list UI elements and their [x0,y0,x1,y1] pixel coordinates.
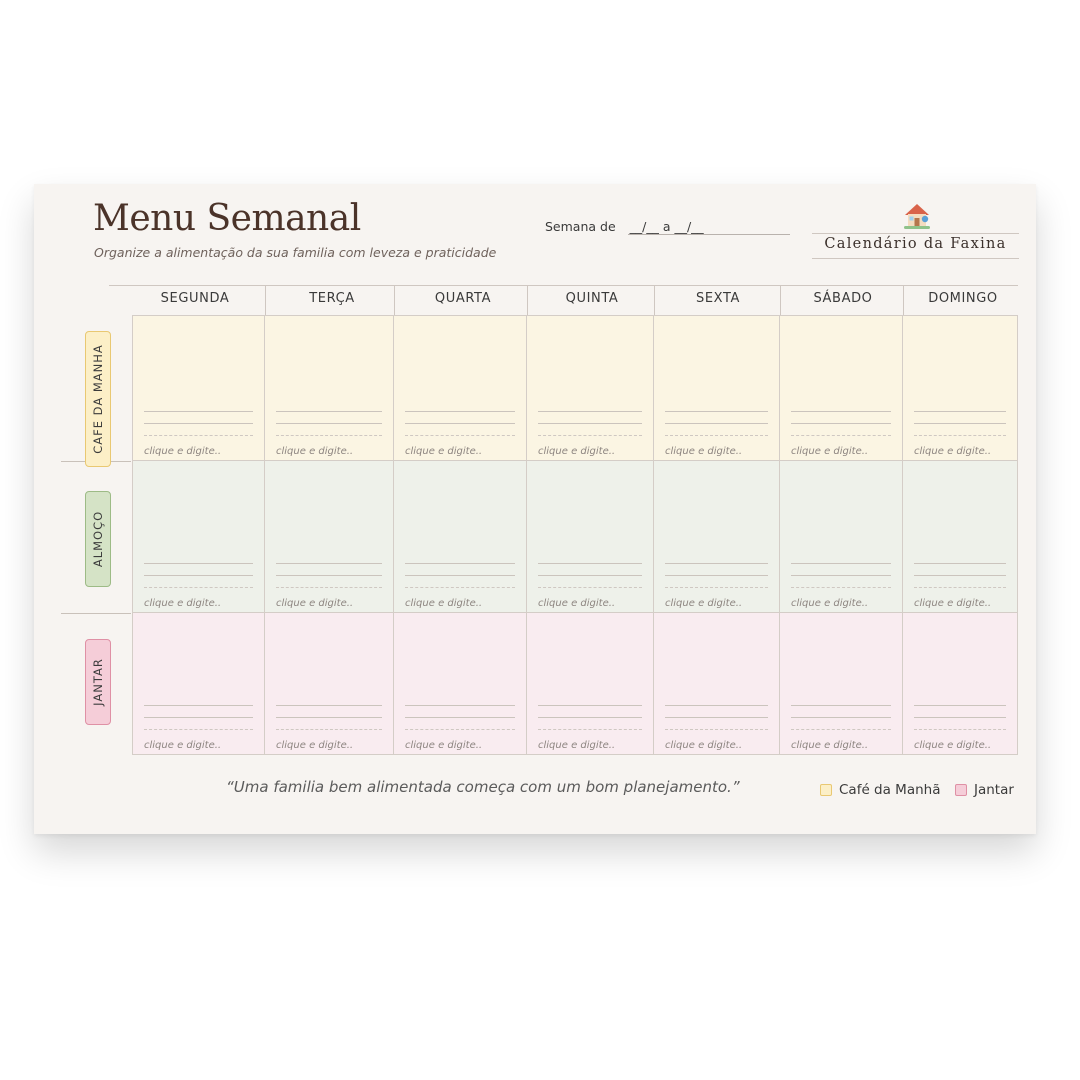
meal-cell-almoco-quarta[interactable] [394,461,527,613]
brand-name: Calendário da Faxina [824,236,1007,252]
meal-cell-cafe-da-manha-sexta[interactable] [654,315,780,461]
writing-line [791,587,891,588]
cell-placeholder: clique e digite.. [538,740,616,751]
cell-placeholder: clique e digite.. [276,446,354,457]
cell-placeholder: clique e digite.. [405,740,483,751]
meal-cell-cafe-da-manha-terca[interactable] [265,315,394,461]
writing-line [665,435,768,436]
writing-line [538,717,642,718]
cell-placeholder: clique e digite.. [405,446,483,457]
writing-line [914,435,1006,436]
meal-cell-almoco-quinta[interactable] [527,461,654,613]
day-header-divider [903,285,904,315]
writing-line [405,563,515,564]
menu-sheet [34,184,1036,834]
day-header-quarta: QUARTA [434,291,492,306]
writing-line [144,575,253,576]
cell-placeholder: clique e digite.. [144,446,222,457]
cell-placeholder: clique e digite.. [538,598,616,609]
meal-cell-cafe-da-manha-quarta[interactable] [394,315,527,461]
meal-cell-jantar-quarta[interactable] [394,613,527,755]
writing-line [791,729,891,730]
writing-line [914,587,1006,588]
writing-line [538,705,642,706]
day-header-divider [394,285,395,315]
writing-line [144,705,253,706]
day-header-quinta: QUINTA [565,291,619,306]
writing-line [276,717,382,718]
page-title: Menu Semanal [93,198,361,239]
cell-placeholder: clique e digite.. [914,740,992,751]
meal-cell-jantar-domingo[interactable] [903,613,1018,755]
day-header-domingo: DOMINGO [928,291,998,306]
writing-line [538,411,642,412]
cell-placeholder: clique e digite.. [914,446,992,457]
writing-line [791,423,891,424]
writing-line [914,411,1006,412]
cell-placeholder: clique e digite.. [791,598,869,609]
writing-line [276,705,382,706]
writing-line [405,435,515,436]
writing-line [665,575,768,576]
writing-line [665,717,768,718]
writing-line [538,423,642,424]
writing-line [276,563,382,564]
meal-cell-jantar-terca[interactable] [265,613,394,755]
house-icon [902,202,932,230]
writing-line [791,435,891,436]
meal-tab-label: ALMOÇO [91,510,105,568]
writing-line [914,729,1006,730]
meal-tab-cafe-da-manha [85,331,111,467]
writing-line [914,717,1006,718]
cell-placeholder: clique e digite.. [665,740,743,751]
cell-placeholder: clique e digite.. [405,598,483,609]
writing-line [791,705,891,706]
day-header-segunda: SEGUNDA [160,291,230,306]
week-label: Semana de [545,219,616,234]
writing-line [665,705,768,706]
writing-line [538,729,642,730]
writing-line [791,563,891,564]
writing-line [405,729,515,730]
day-header-divider [265,285,266,315]
meal-tab-almoco [85,491,111,587]
cell-placeholder: clique e digite.. [914,598,992,609]
cell-placeholder: clique e digite.. [144,598,222,609]
writing-line [538,575,642,576]
meal-cell-cafe-da-manha-domingo[interactable] [903,315,1018,461]
legend-swatch-jantar [955,784,967,796]
meal-cell-jantar-segunda[interactable] [132,613,265,755]
grid-top-rule [109,285,1018,286]
writing-line [144,435,253,436]
day-header-divider [780,285,781,315]
cell-placeholder: clique e digite.. [538,446,616,457]
legend-item-cafe [820,782,941,798]
cell-placeholder: clique e digite.. [144,740,222,751]
writing-line [665,423,768,424]
writing-line [405,705,515,706]
writing-line [914,563,1006,564]
writing-line [791,575,891,576]
writing-line [405,411,515,412]
writing-line [276,435,382,436]
writing-line [665,729,768,730]
writing-line [538,587,642,588]
legend-label-cafe: Café da Manhã [839,782,941,798]
writing-line [538,563,642,564]
week-range [545,219,790,235]
meal-cell-jantar-sexta[interactable] [654,613,780,755]
writing-line [791,411,891,412]
writing-line [791,717,891,718]
meal-cell-almoco-domingo[interactable] [903,461,1018,613]
cell-placeholder: clique e digite.. [276,598,354,609]
writing-line [405,717,515,718]
meal-cell-cafe-da-manha-sabado[interactable] [780,315,903,461]
writing-line [144,423,253,424]
meal-cell-almoco-segunda[interactable] [132,461,265,613]
meal-tab-label: JANTAR [91,658,105,706]
day-header-divider [527,285,528,315]
writing-line [276,575,382,576]
writing-line [144,587,253,588]
writing-line [914,423,1006,424]
writing-line [276,423,382,424]
footer-quote: “Uma familia bem alimentada começa com um bom planejamento.” [226,778,740,796]
cell-placeholder: clique e digite.. [791,446,869,457]
writing-line [914,575,1006,576]
page-subtitle: Organize a alimentação da sua familia com leveza e praticidade [94,245,497,260]
writing-line [276,729,382,730]
row-divider [61,613,131,614]
meal-cell-almoco-sexta[interactable] [654,461,780,613]
meal-cell-almoco-terca[interactable] [265,461,394,613]
meal-cell-jantar-sabado[interactable] [780,613,903,755]
writing-line [405,423,515,424]
day-header-divider [654,285,655,315]
meal-cell-jantar-quinta[interactable] [527,613,654,755]
writing-line [276,587,382,588]
meal-cell-cafe-da-manha-segunda[interactable] [132,315,265,461]
legend-swatch-cafe [820,784,832,796]
day-header-sexta: SEXTA [696,291,740,306]
meal-tab-jantar [85,639,111,725]
brand-block [812,202,1019,260]
legend-item-jantar [955,782,1014,798]
cell-placeholder: clique e digite.. [665,446,743,457]
meal-cell-cafe-da-manha-quinta[interactable] [527,315,654,461]
meal-cell-almoco-sabado[interactable] [780,461,903,613]
writing-line [144,411,253,412]
writing-line [144,563,253,564]
day-header-sabado: SÁBADO [813,291,873,306]
week-range-field[interactable]: __/__ a __/__ [628,219,790,235]
writing-line [405,575,515,576]
writing-line [405,587,515,588]
cell-placeholder: clique e digite.. [276,740,354,751]
writing-line [665,587,768,588]
writing-line [144,717,253,718]
cell-placeholder: clique e digite.. [791,740,869,751]
writing-line [276,411,382,412]
writing-line [665,411,768,412]
writing-line [144,729,253,730]
writing-line [665,563,768,564]
writing-line [538,435,642,436]
writing-line [914,705,1006,706]
day-header-terca: TERÇA [309,291,355,306]
cell-placeholder: clique e digite.. [665,598,743,609]
meal-tab-label: CAFE DA MANHA [91,344,105,454]
legend-label-jantar: Jantar [974,782,1014,798]
